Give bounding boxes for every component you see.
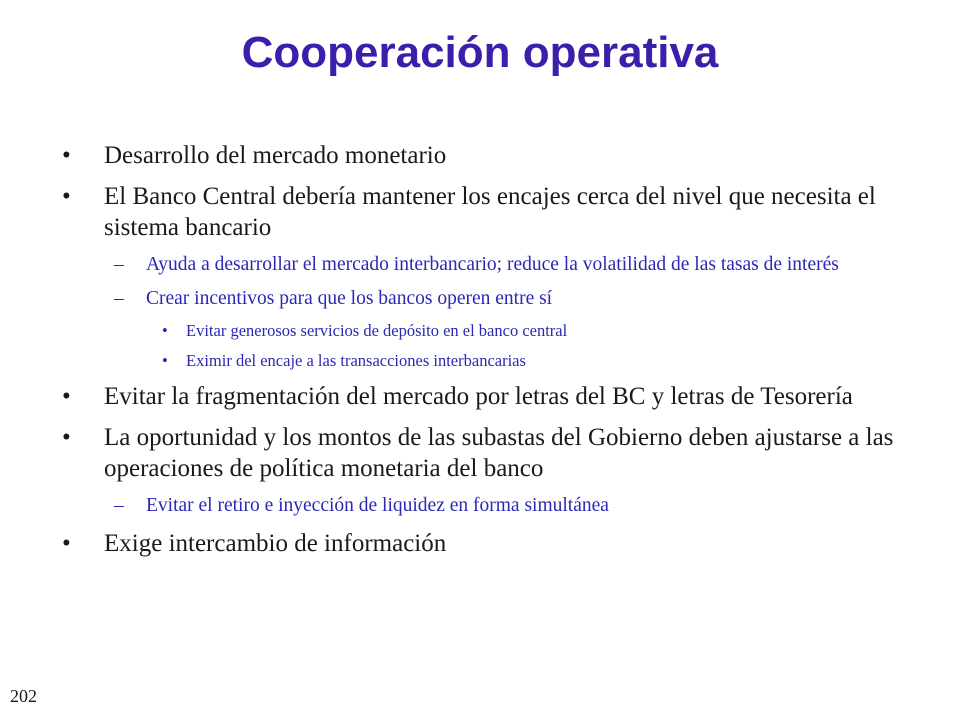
sub-sub-bullet-text: Evitar generosos servicios de depósito en el banco central (186, 321, 568, 340)
dash-marker: – (114, 495, 124, 516)
sub-sub-bullet-item (58, 321, 928, 341)
bullet-marker: • (162, 351, 168, 370)
sub-sub-bullet-text: Eximir del encaje a las transacciones interbancarias (186, 351, 526, 370)
sub-bullet-text: Crear incentivos para que los bancos operen entre sí (146, 288, 553, 309)
bullet-item (58, 528, 928, 559)
sub-bullet-item (58, 253, 928, 277)
dash-marker: – (114, 288, 124, 309)
sub-bullet-item (58, 494, 928, 518)
bullet-item (58, 422, 928, 484)
bullet-text: Desarrollo del mercado monetario (104, 142, 447, 169)
sub-bullet-item (58, 287, 928, 311)
bullet-marker: • (62, 383, 71, 410)
bullet-marker: • (62, 530, 71, 557)
bullet-item (58, 181, 928, 243)
sub-bullet-text: Evitar el retiro e inyección de liquidez en forma simultánea (146, 495, 609, 516)
bullet-text: La oportunidad y los montos de las subastas del Gobierno deben ajustarse a las operaciones de política monetaria del banco (104, 424, 894, 482)
sub-sub-bullet-item (58, 351, 928, 371)
bullet-text: Exige intercambio de información (104, 530, 447, 557)
bullet-marker: • (62, 142, 71, 169)
bullet-text: Evitar la fragmentación del mercado por letras del BC y letras de Tesorería (104, 383, 853, 410)
page-number: 202 (10, 686, 37, 706)
bullet-marker: • (62, 183, 71, 210)
bullet-marker: • (62, 424, 71, 451)
bullet-text: El Banco Central debería mantener los encajes cerca del nivel que necesita el sistema bancario (104, 183, 876, 241)
bullet-list (58, 140, 928, 569)
dash-marker: – (114, 254, 124, 275)
bullet-item (58, 140, 928, 171)
bullet-marker: • (162, 321, 168, 340)
sub-bullet-text: Ayuda a desarrollar el mercado interbancario; reduce la volatilidad de las tasas de interés (146, 254, 839, 275)
slide-title: Cooperación operativa (241, 28, 719, 77)
bullet-item (58, 381, 928, 412)
